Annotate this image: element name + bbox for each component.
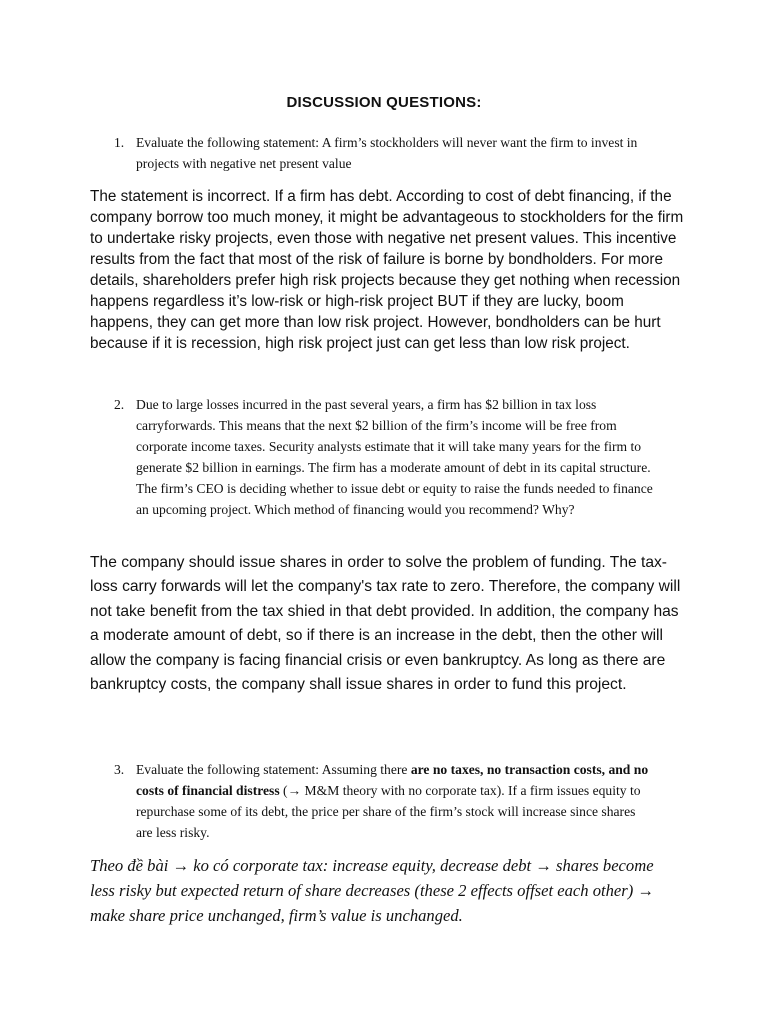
question-1 bbox=[114, 132, 654, 174]
question-text: Due to large losses incurred in the past several years, a firm has $2 billion in tax loss carryforwards. This means that the next $2 billion of the firm’s income will be free from corporate income taxes. Security analysts estimate that it will take many years for the firm to generate $2 billion in earnings. The firm has a moderate amount of debt in its capital structure. The firm’s CEO is deciding whether to issue debt or equity to raise the funds needed to finance an upcoming project. Which method of financing would you recommend? Why? bbox=[136, 397, 653, 517]
question-text-start: Evaluate the following statement: Assuming there bbox=[136, 762, 411, 777]
question-number: 1. bbox=[114, 135, 125, 150]
page-title: DISCUSSION QUESTIONS: bbox=[286, 94, 482, 111]
question-text bbox=[136, 759, 654, 843]
question-text-bold: are no taxes, no transaction costs, and no costs of financial distress bbox=[136, 762, 649, 798]
question-2 bbox=[114, 394, 654, 520]
question-text: Evaluate the following statement: A firm’s stockholders will never want the firm to invest in projects with negative net present value bbox=[136, 135, 638, 171]
question-3 bbox=[114, 759, 654, 843]
answer-2: The company should issue shares in order to solve the problem of funding. The tax-loss carry forwards will let the company's tax rate to zero. Therefore, the company will not take benefit from the tax shied in that debt provided. In addition, the company has a moderate amount of debt, so if there is an increase in the debt, then the other will allow the company is facing financial crisis or even bankruptcy. As long as there are bankruptcy costs, the company shall issue shares in order to fund this project. bbox=[90, 554, 681, 694]
question-number: 3. bbox=[114, 762, 125, 777]
question-text-end: (→ M&M theory with no corporate tax). If a firm issues equity to repurchase some of its debt, the price per share of the firm’s stock will increase since shares are less risky. bbox=[136, 783, 641, 840]
answer-1: The statement is incorrect. If a firm has debt. According to cost of debt financing, if the company borrow too much money, it might be advantageous to stockholders for the firm to undertake risky projects, even those with negative net present values. This incentive results from the fact that most of the risk of failure is borne by bondholders. For more details, shareholders prefer high risk projects because they get nothing when recession happens regardless it’s low-risk or high-risk project BUT if they are lucky, boom happens, they can get more than low risk project. However, bondholders can be hurt because if it is recession, high risk project just can get less than low risk project. bbox=[90, 188, 684, 352]
question-number: 2. bbox=[114, 397, 125, 412]
answer-3: Theo đề bài → ko có corporate tax: increase equity, decrease debt → shares become less risky but expected return of share decreases (these 2 effects offset each other) → make share price unchanged, firm’s value is unchanged. bbox=[90, 856, 655, 925]
